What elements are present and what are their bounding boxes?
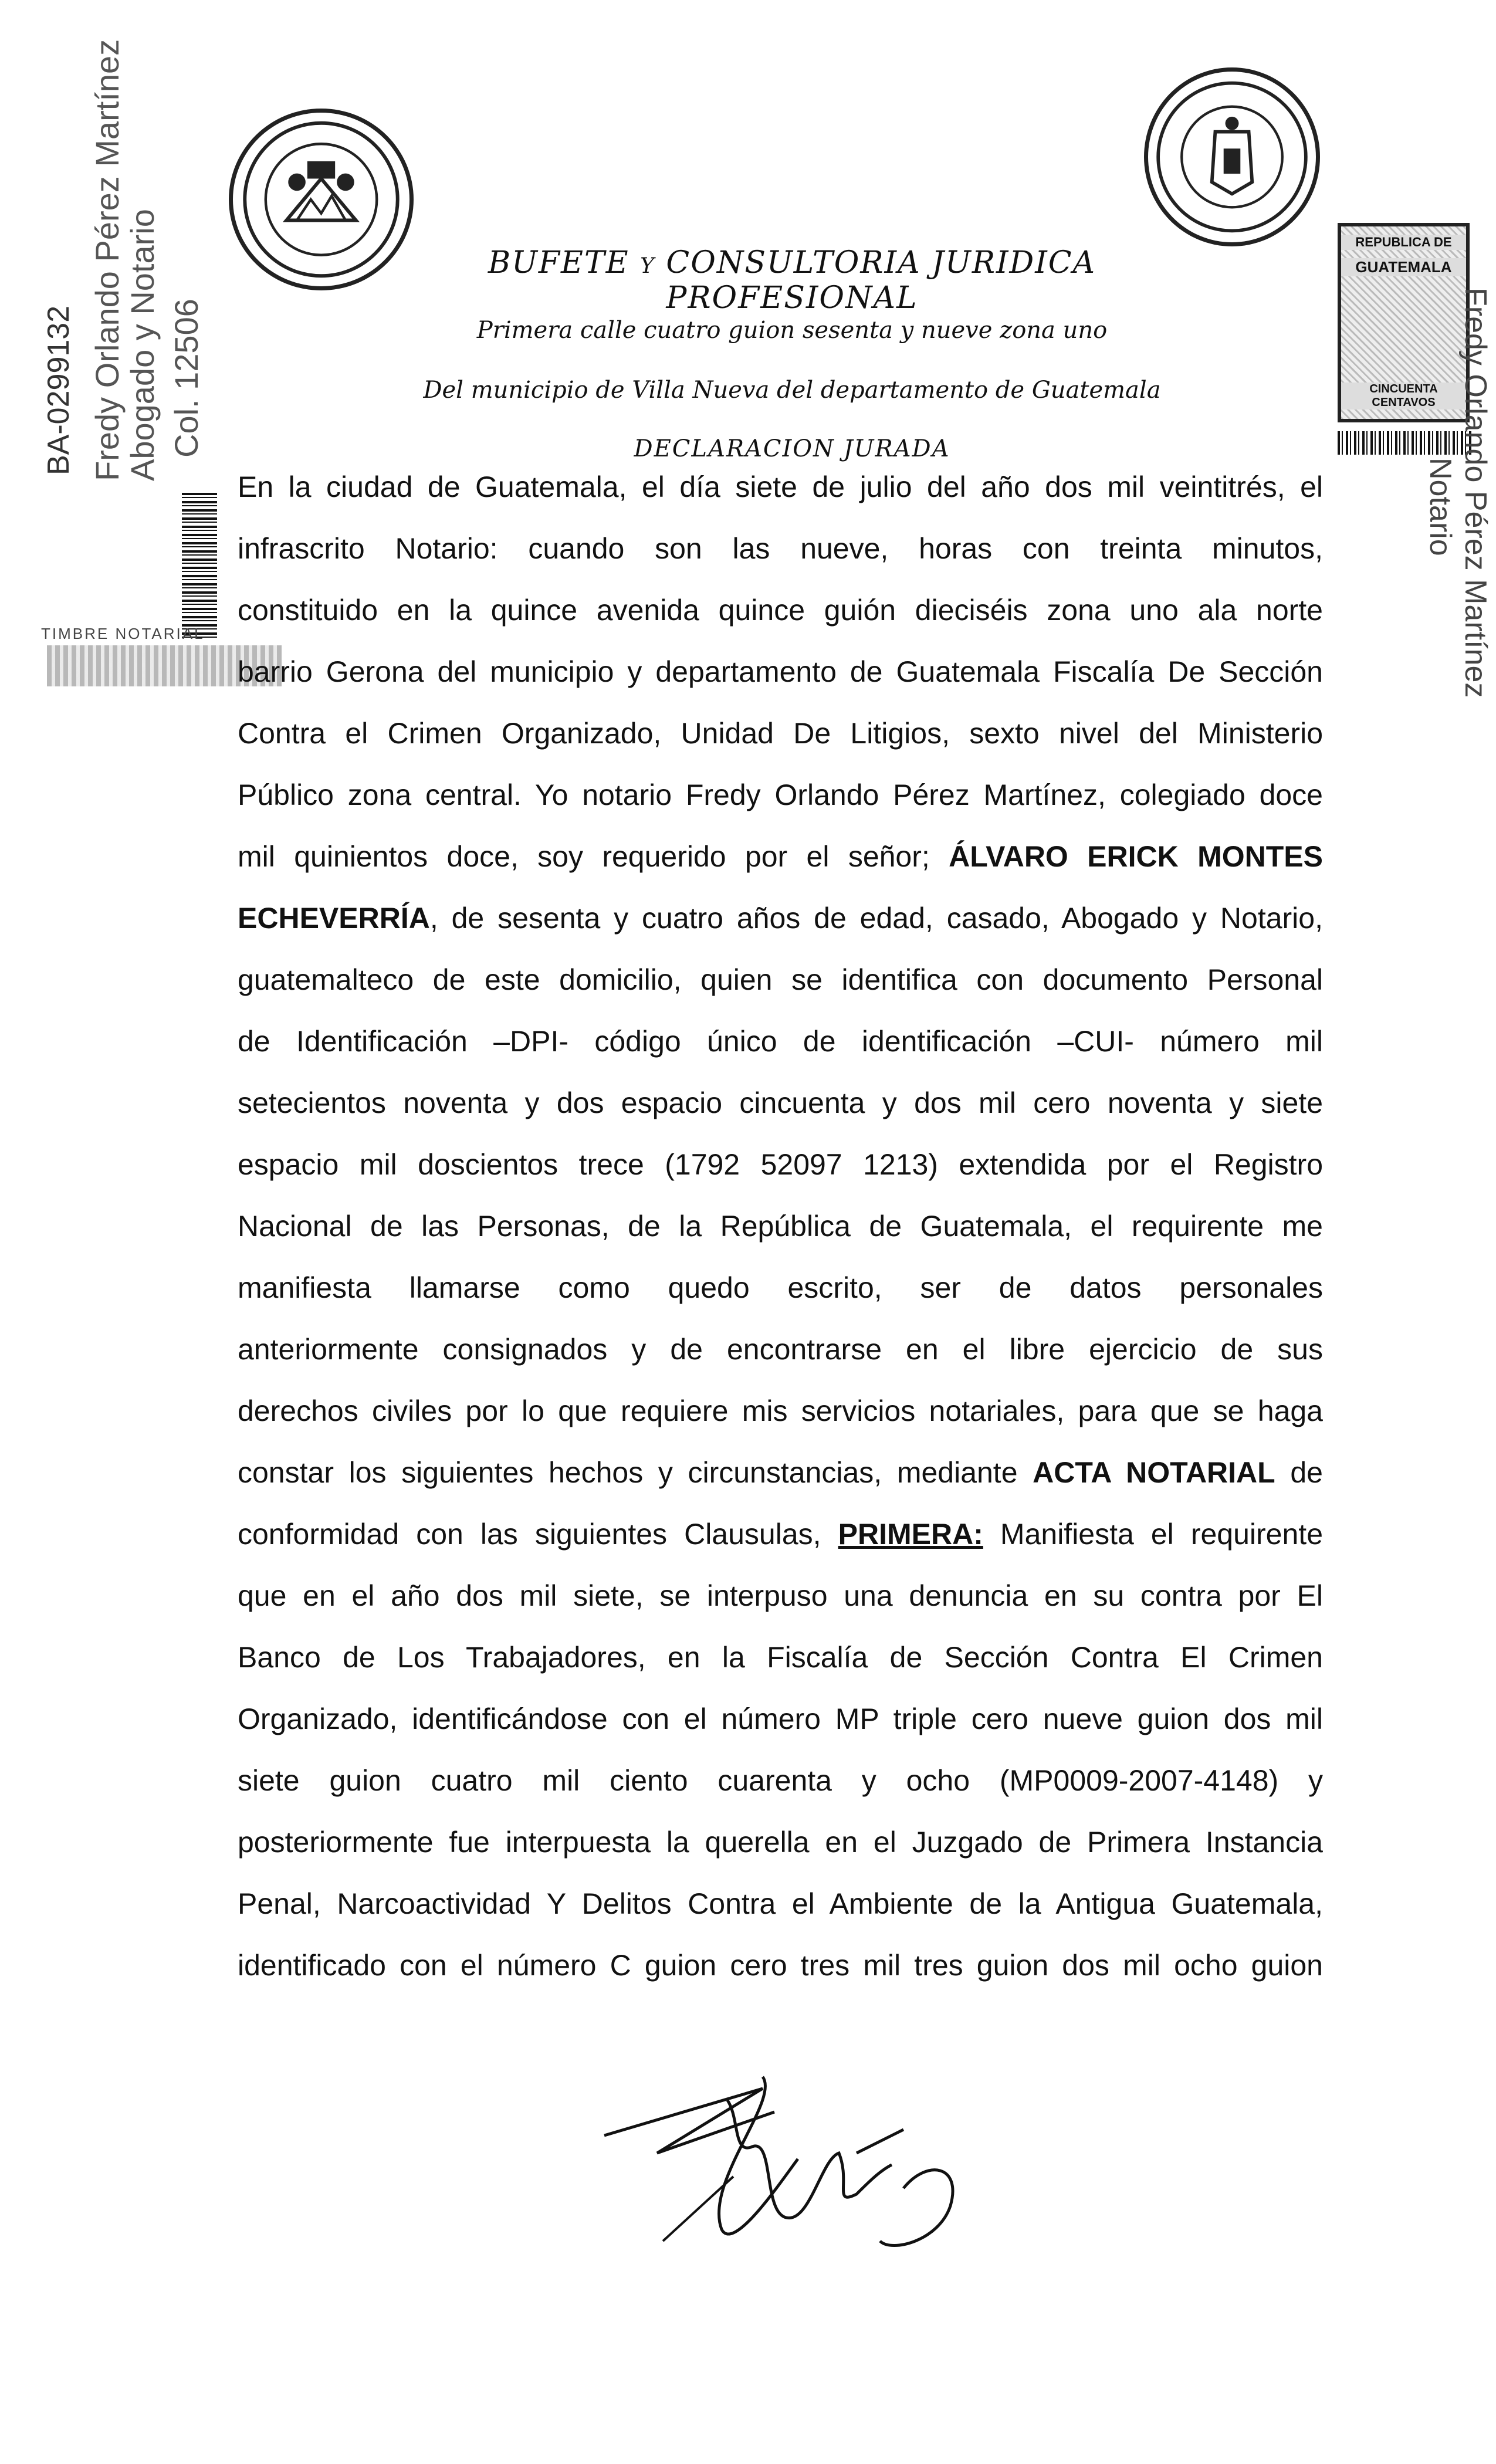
stamp-notary-name: Fredy Orlando Pérez Martínez <box>89 39 126 481</box>
body-text-segment: de <box>1290 1456 1323 1489</box>
body-text-segment: conformidad con las siguientes Clausulas, <box>238 1518 821 1551</box>
requester-name: ÁLVARO ERICK MONTES <box>949 840 1323 873</box>
acta-notarial-label: ACTA NOTARIAL <box>1033 1456 1275 1489</box>
body-text-segment: Manifiesta el requirente <box>1000 1518 1323 1551</box>
body-line: Contra el Crimen Organizado, Unidad De Litigios, sexto nivel del Ministerio <box>238 717 1323 750</box>
clause-primera-label: PRIMERA: <box>838 1518 983 1551</box>
body-line: guatemalteco de este domicilio, quien se identifica con documento Personal <box>238 963 1323 996</box>
body-line: manifiesta llamarse como quedo escrito, ser de datos personales <box>238 1271 1323 1304</box>
body-line: infrascrito Notario: cuando son las nueve, horas con treinta minutos, <box>238 532 1323 565</box>
stamp-college-number: Col. 12506 <box>168 299 205 458</box>
body-line: Público zona central. Yo notario Fredy Orlando Pérez Martínez, colegiado doce <box>238 779 1323 811</box>
stamp-right-office: Notario <box>1423 458 1457 556</box>
tax-stamp-barcode <box>1338 431 1473 455</box>
body-line: identificado con el número C guion cero tres mil tres guion dos mil ocho guion <box>238 1949 1323 1982</box>
tax-stamp-name: GUATEMALA <box>1341 258 1466 276</box>
firm-name: BUFETE y CONSULTORIA JURIDICA PROFESIONAL <box>488 245 1096 316</box>
tax-stamp-country: REPUBLICA DE <box>1341 235 1466 250</box>
law-faculty-seal-icon <box>1148 72 1316 242</box>
body-line <box>238 826 1323 888</box>
body-line: setecientos noventa y dos espacio cincuenta y dos mil cero noventa y siete <box>238 1087 1323 1119</box>
university-seal-icon <box>233 113 409 286</box>
stamp-timbre-label: TIMBRE NOTARIAL <box>41 625 205 642</box>
address-line-2: Del municipio de Villa Nueva del departamento de Guatemala <box>423 377 1161 404</box>
body-text-segment: constar los siguientes hechos y circunstancias, mediante <box>238 1456 1018 1489</box>
body-line: En la ciudad de Guatemala, el día siete de julio del año dos mil veintitrés, el <box>238 471 1323 503</box>
body-line <box>238 1504 1323 1565</box>
body-line <box>238 888 1323 949</box>
body-line: Organizado, identificándose con el número MP triple cero nueve guion dos mil <box>238 1703 1323 1735</box>
body-line: constituido en la quince avenida quince guión dieciséis zona uno ala norte <box>238 594 1323 627</box>
tax-stamp <box>1338 223 1470 422</box>
notary-signature <box>587 2065 1009 2288</box>
body-line: barrio Gerona del municipio y departamento de Guatemala Fiscalía De Sección <box>238 655 1323 688</box>
notarial-stamp-left <box>23 39 217 642</box>
body-line: siete guion cuatro mil ciento cuarenta y ocho (MP0009-2007-4148) y <box>238 1764 1323 1797</box>
law-faculty-seal <box>1144 67 1320 246</box>
address-line-1: Primera calle cuatro guion sesenta y nueve zona uno <box>476 317 1108 344</box>
body-line: Penal, Narcoactividad Y Delitos Contra el Ambiente de la Antigua Guatemala, <box>238 1887 1323 1920</box>
stamp-right-notary-name: Fredy Orlando Pérez Martínez <box>1458 287 1492 698</box>
body-line: que en el año dos mil siete, se interpuso una denuncia en su contra por El <box>238 1579 1323 1612</box>
university-seal <box>229 109 414 290</box>
requester-surname: ECHEVERRÍA <box>238 902 430 935</box>
body-line <box>238 1442 1323 1504</box>
stamp-code: BA-0299132 <box>42 305 76 475</box>
body-line: derechos civiles por lo que requiere mis servicios notariales, para que se haga <box>238 1395 1323 1427</box>
signature-icon <box>587 2065 1009 2288</box>
body-text-segment: , de sesenta y cuatro años de edad, casado, Abogado y Notario, <box>429 902 1323 935</box>
body-line: posteriormente fue interpuesta la querella en el Juzgado de Primera Instancia <box>238 1826 1323 1859</box>
fiscal-stamp-right <box>1332 223 1496 698</box>
body-line: anteriormente consignados y de encontrarse en el libre ejercicio de sus <box>238 1333 1323 1366</box>
body-line: Nacional de las Personas, de la República de Guatemala, el requirente me <box>238 1210 1323 1243</box>
document-type: DECLARACION JURADA <box>634 435 950 462</box>
body-text-segment: mil quinientos doce, soy requerido por el señor; <box>238 840 930 873</box>
stamp-barcode <box>182 493 217 639</box>
body-line: espacio mil doscientos trece (1792 52097 1213) extendida por el Registro <box>238 1148 1323 1181</box>
tax-stamp-value: CINCUENTA CENTAVOS <box>1341 383 1466 409</box>
body-line: Banco de Los Trabajadores, en la Fiscalía de Sección Contra El Crimen <box>238 1641 1323 1674</box>
declaration-body <box>238 456 1323 1996</box>
body-line: de Identificación –DPI- código único de identificación –CUI- número mil <box>238 1025 1323 1058</box>
stamp-notary-office: Abogado y Notario <box>124 209 161 481</box>
